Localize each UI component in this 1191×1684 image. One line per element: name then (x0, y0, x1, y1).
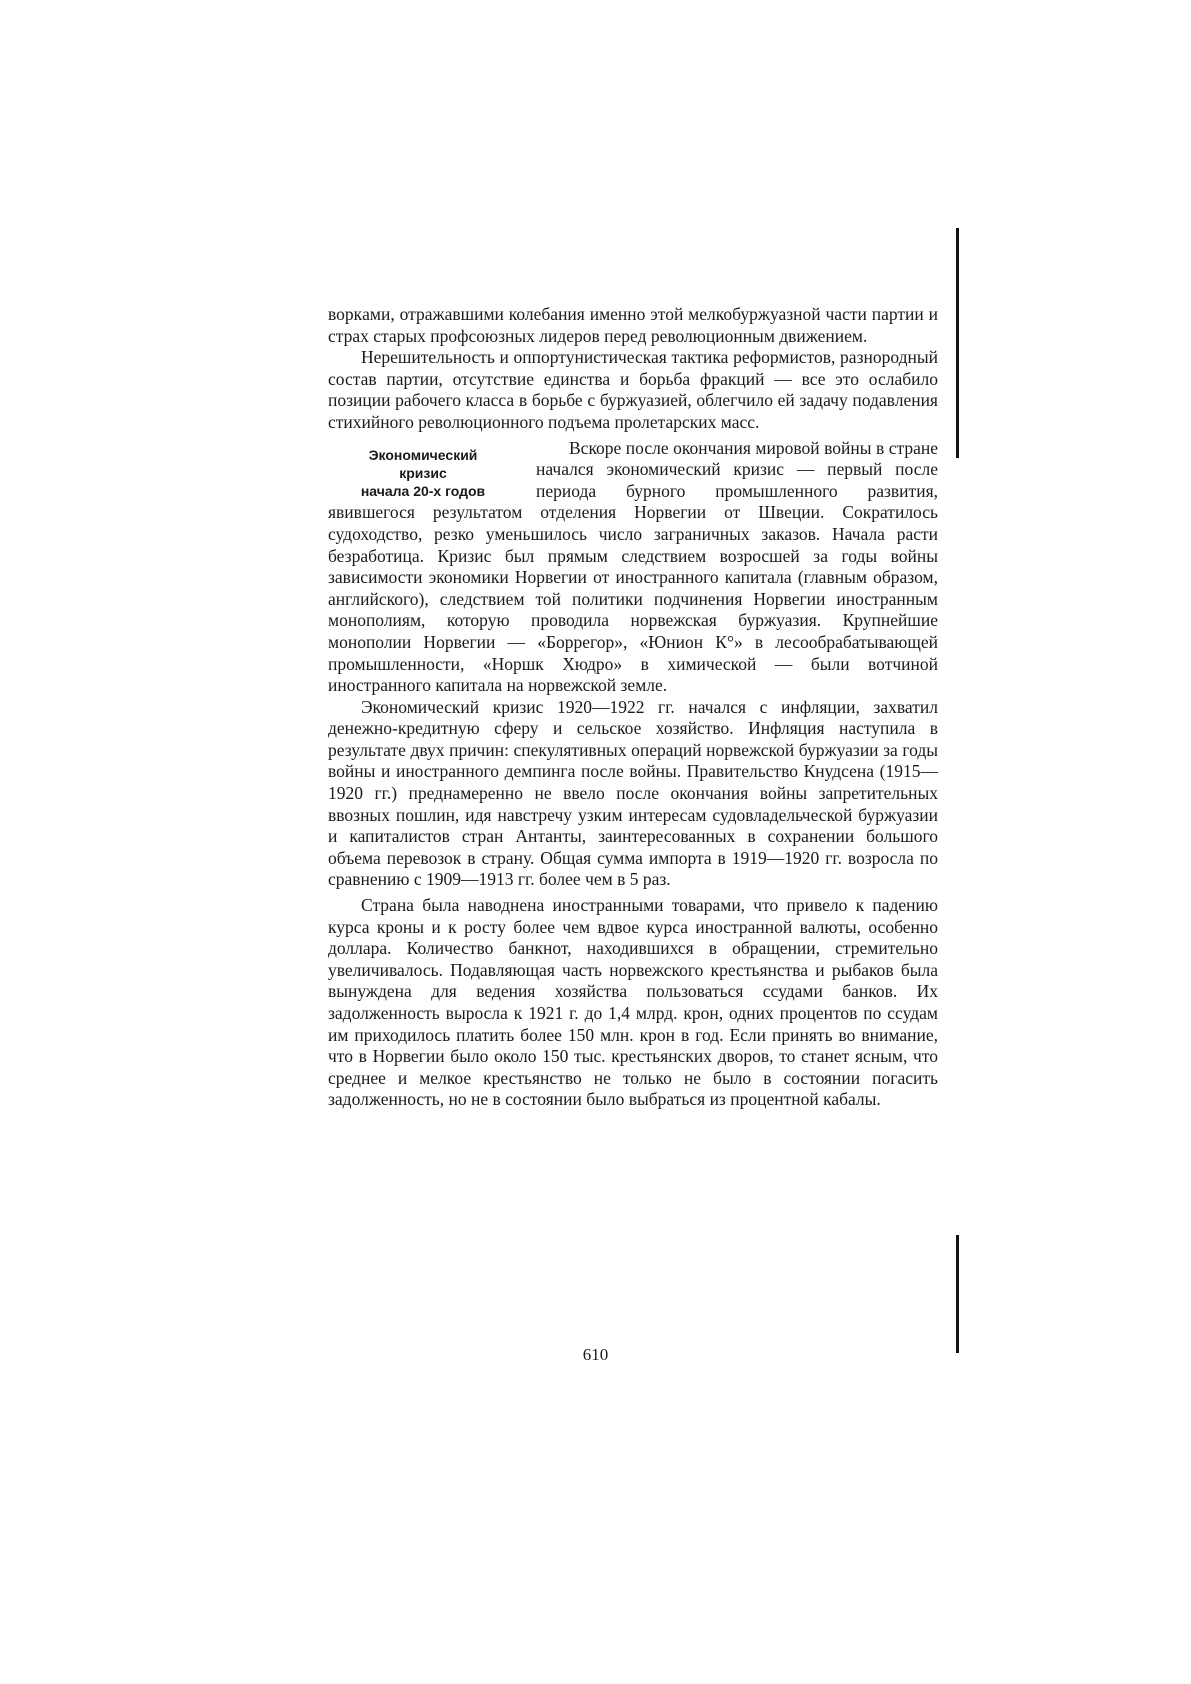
paragraph: Экономический кризис 1920—1922 гг. начался с инфляции, захватил денежно-кредитную сферу и сельское хозяйство. Инфляция наступила в результате двух причин: спекулятивных операций норвежской буржуазии за годы войны и иностранного демпинга после войны. Правительство Кнудсена (1915—1920 гг.) преднамеренно не ввело после окончания войны запретительных ввозных пошлин, идя навстречу узким интересам судовладельческой буржуазии и капиталистов стран Антанты, заинтересованных в сохранении большого объема перевозок в страну. Общая сумма импорта в 1919—1920 гг. возросла по сравнению с 1909—1913 гг. более чем в 5 раз. (328, 696, 938, 890)
margin-heading-line: Экономический (368, 446, 478, 463)
paragraph: Страна была наводнена иностранными товарами, что привело к падению курса кроны и к росту более чем вдвое курса иностранной валюты, особенно доллара. Количество банкнот, находившихся в обращении, стремительно увеличивалось. Подавляющая часть норвежского крестьянства и рыбаков была вынуждена для ведения хозяйства пользоваться ссудами банков. Их задолженность выросла к 1921 г. до 1,4 млрд. крон, одних процентов по ссудам им приходилось платить более 150 млн. крон в год. Если принять во внимание, что в Норвегии было около 150 тыс. крестьянских дворов, то станет ясным, что среднее и мелкое крестьянство не только не было в состоянии погасить задолженность, но не в состоянии было выбраться из процентной кабалы. (328, 895, 938, 1110)
page-number: 610 (582, 1345, 609, 1364)
scan-edge-bottom (956, 1235, 959, 1353)
margin-heading-line: кризис (399, 464, 447, 481)
paragraph: Нерешительность и оппортунистическая тактика реформистов, разнородный состав партии, отсутствие единства и борьба фракций — все это ослабило позиции рабочего класса в борьбе с буржуазией, облегчило ей задачу подавления стихийного революционного подъема пролетарских масс. (328, 347, 938, 432)
page-body (328, 304, 938, 1111)
paragraph: Вскоре после окончания мировой войны в стране начался экономический кризис — первый после периода бурного промышленного развития, явившегося результатом отделения Норвегии от Швеции. Сократилось судоходство, резко уменьшилось число заграничных заказов. Начала расти безработица. Кризис был прямым следствием возросшей за годы войны зависимости экономики Норвегии от иностранного капитала (главным образом, английского), следствием той политики подчинения Норвегии иностранным монополиям, которую проводила норвежская буржуазия. Крупнейшие монополии Норвегии — «Боррегор», «Юнион К°» в лесообрабатывающей промышленности, «Норшк Хюдро» в химической — были вотчиной иностранного капитала на норвежской земле. (328, 437, 938, 696)
scan-edge-top (956, 228, 959, 458)
margin-heading (328, 446, 518, 500)
margin-heading-line: начала 20-х годов (360, 482, 486, 499)
paragraph-continued: воркaми, отражавшими колебания именно этой мелкобуржуазной части партии и страх старых профсоюзных лидеров перед революционным движением. (328, 304, 938, 346)
